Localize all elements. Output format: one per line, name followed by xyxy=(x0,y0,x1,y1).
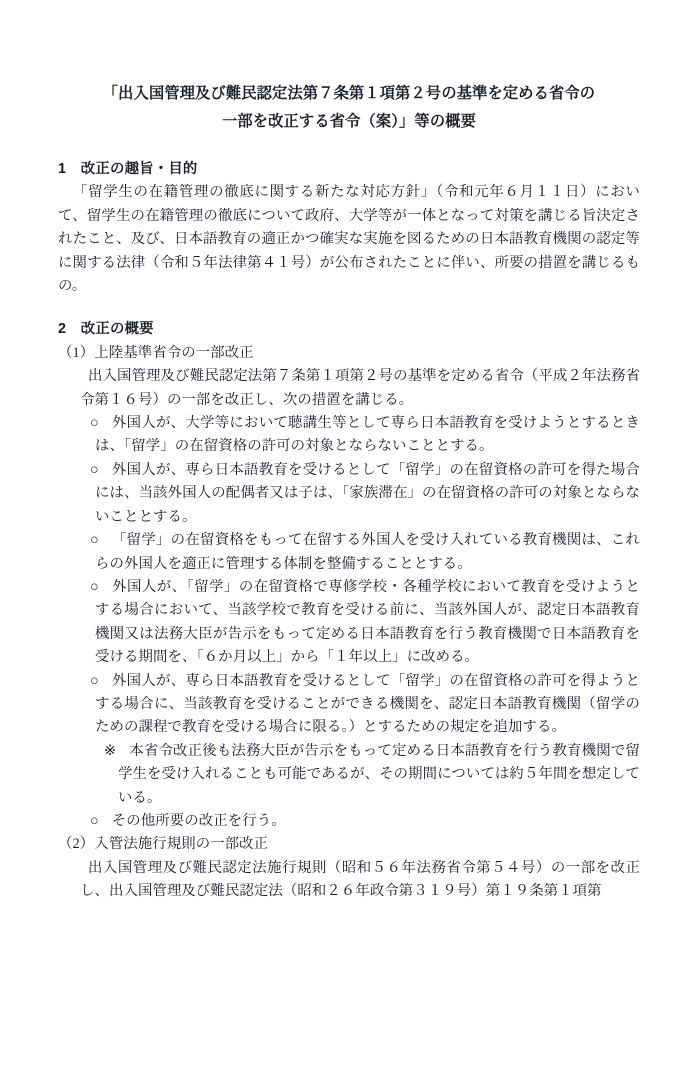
bullet-item-6 xyxy=(58,810,640,833)
circle-bullet-marker: ○ xyxy=(90,812,99,829)
note-text: 本省令改正後も法務大臣が告示をもって定める日本語教育を行う教育機関で留学生を受け入れることも可能であるが、その期間については約５年間を想定している。 xyxy=(118,742,640,806)
bullet-text: 外国人が、専ら日本語教育を受けるとして「留学」の在留資格の許可を得ようとする場合に、当該教育を受けることができる機関を、認定日本語教育機関（留学のための課程で教育を受ける場合に限る。）とするための規定を追加する。 xyxy=(95,672,640,736)
note-item xyxy=(58,740,640,810)
item1-label: （1）上陸基準省令の一部改正 xyxy=(58,344,254,361)
circle-bullet-marker: ○ xyxy=(90,578,100,595)
section1-paragraph: 「留学生の在籍管理の徹底に関する新たな対応方針」（令和元年６月１１日）において、留学生の在籍管理の徹底について政府、大学等が一体となって対策を講じる旨決定されたこと、及び、日本語教育の適正かつ確実な実施を図るための日本語教育機関の認定等に関する法律（令和５年法律第４１号）が公布されたことに伴い、所要の措置を講じるもの。 xyxy=(58,184,640,295)
item2-label: （2）入管法施行規則の一部改正 xyxy=(58,836,269,853)
document-title-line2: 一部を改正する省令（案）」等の概要 xyxy=(222,113,476,130)
document-title xyxy=(58,80,640,136)
bullet-text: その他所要の改正を行う。 xyxy=(111,812,286,829)
document-title-line1: 「出入国管理及び難民認定法第７条第１項第２号の基準を定める省令の xyxy=(102,85,596,102)
circle-bullet-marker: ○ xyxy=(90,532,99,549)
section1-heading: 1 改正の趣旨・目的 xyxy=(58,161,198,177)
bullet-item-1 xyxy=(58,412,640,459)
circle-bullet-marker: ○ xyxy=(90,415,99,432)
circle-bullet-marker: ○ xyxy=(90,461,99,478)
item2-intro: 出入国管理及び難民認定法施行規則（昭和５６年法務省令第５４号）の一部を改正し、出入国管理及び難民認定法（昭和２６年政令第３１９号）第１９条第１項第 xyxy=(80,859,640,900)
circle-bullet-marker: ○ xyxy=(90,672,99,689)
bullet-item-3 xyxy=(58,529,640,576)
item1-intro: 出入国管理及び難民認定法第７条第１項第２号の基準を定める省令（平成２年法務省令第１６号）の一部を改正し、次の措置を講じる。 xyxy=(80,368,640,408)
bullet-text: 「留学」の在留資格をもって在留する外国人を受け入れている教育機関は、これらの外国人を適正に管理する体制を整備することとする。 xyxy=(95,532,640,572)
document-page xyxy=(0,80,700,1077)
bullet-text: 外国人が、「留学」の在留資格で専修学校・各種学校において教育を受けようとする場合において、当該学校で教育を受ける前に、当該外国人が、認定日本語教育機関又は法務大臣が告示をもって定める日本語教育を行う教育機関で日本語教育を受ける期間を、「６か月以上」から「１年以上」に改める。 xyxy=(95,578,641,666)
bullet-item-2 xyxy=(58,459,640,529)
section2-heading: 2 改正の概要 xyxy=(58,321,154,338)
bullet-item-4 xyxy=(58,576,640,670)
bullet-item-5 xyxy=(58,670,640,740)
reference-mark-icon: ※ xyxy=(104,742,117,759)
bullet-text: 外国人が、大学等において聴講生等として専ら日本語教育を受けようとするときは、「留学」の在留資格の許可の対象とならないこととする。 xyxy=(95,415,640,455)
bullet-text: 外国人が、専ら日本語教育を受けるとして「留学」の在留資格の許可を得た場合には、当該外国人の配偶者又は子は、「家族滞在」の在留資格の許可の対象とならないこととする。 xyxy=(95,461,640,525)
